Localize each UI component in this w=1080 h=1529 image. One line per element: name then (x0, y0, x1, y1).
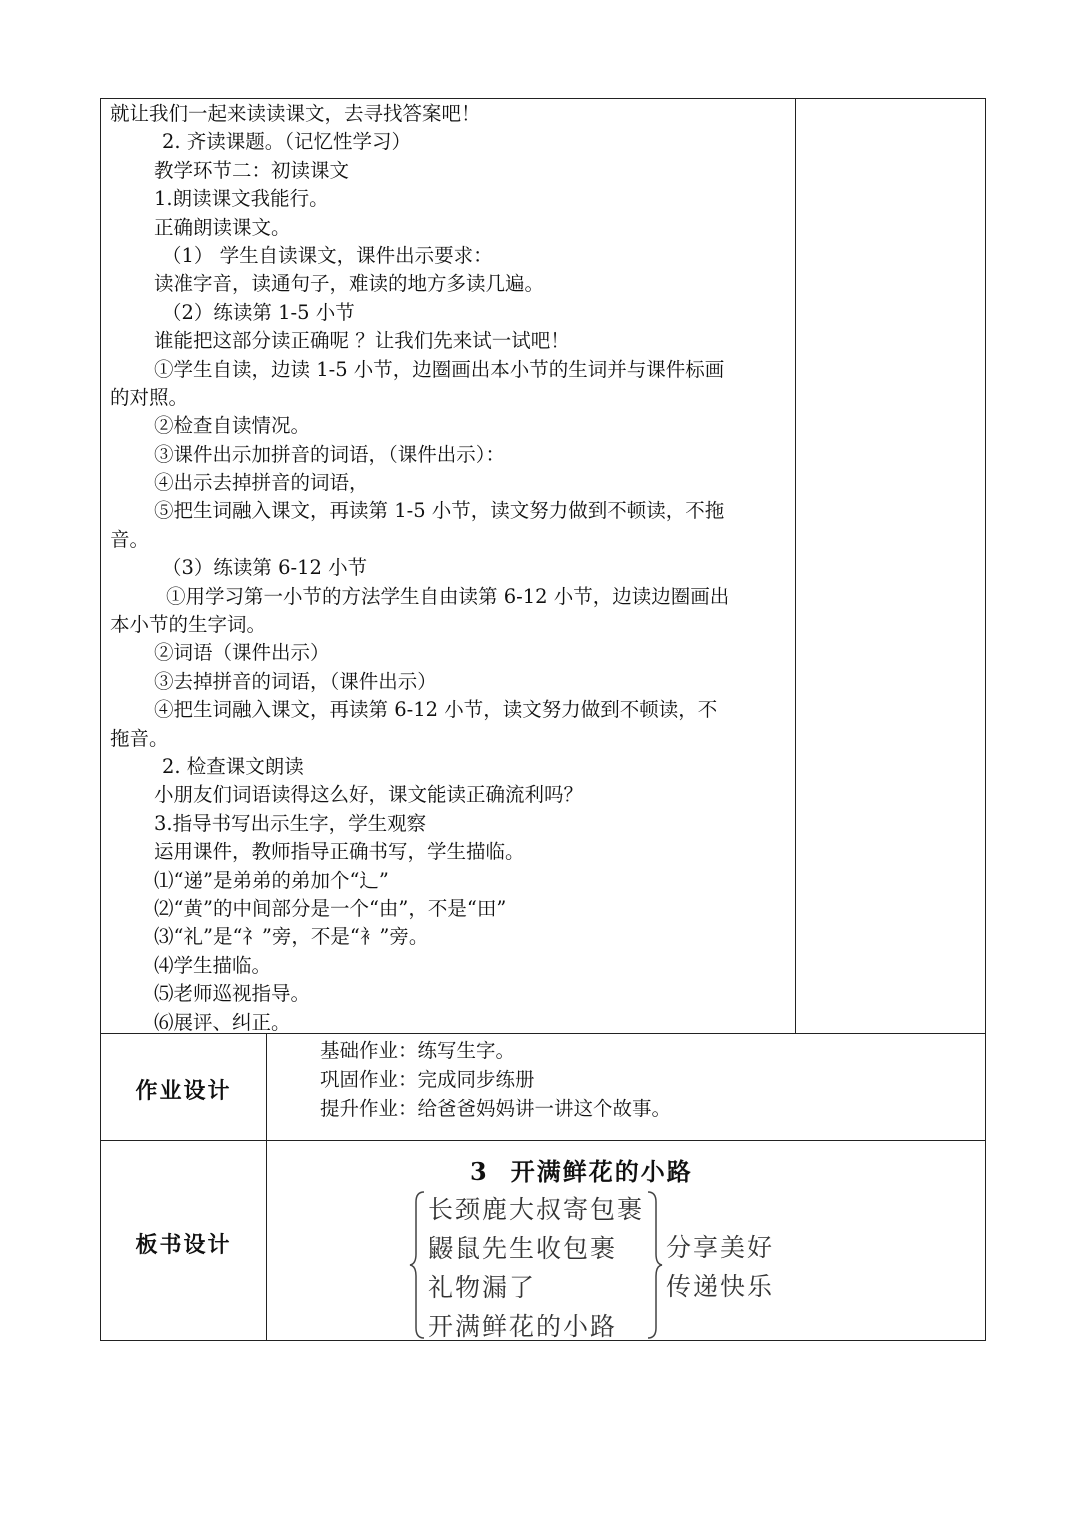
process-line: 谁能把这部分读正确呢 ？让我们先来试一试吧！ (154, 329, 570, 353)
process-line: 小朋友们词语读得这么好，课文能读正确流利吗？ (154, 783, 584, 807)
homework-item: 巩固作业：完成同步练册 (320, 1068, 535, 1091)
process-line: ③去掉拼音的词语，（课件出示） (154, 669, 437, 693)
homework-label: 作业设计 (135, 1078, 232, 1104)
process-line: 3.指导书写出示生字，学生观察 (154, 811, 427, 835)
process-line: ④出示去掉拼音的词语， (154, 471, 369, 495)
left-brace-icon (408, 1190, 428, 1340)
board-left-item: 开满鲜花的小路 (428, 1312, 618, 1341)
process-line: 拖音。 (110, 726, 169, 750)
board-left-item: 长颈鹿大叔寄包裹 (428, 1195, 645, 1224)
process-line: ⑹展评、纠正。 (154, 1010, 291, 1034)
homework-item: 基础作业：练写生字。 (320, 1039, 516, 1062)
board-right-item: 分享美好 (666, 1233, 775, 1262)
teaching-process (110, 100, 790, 1037)
process-line: 的对照。 (110, 385, 189, 409)
homework-list (320, 1036, 671, 1123)
process-line: ①学生自读，边读 1-5 小节，边圈画出本小节的生词并与课件标画 (154, 357, 725, 381)
column-divider-label (266, 1033, 267, 1341)
process-line: ⑷学生描临。 (154, 953, 272, 977)
row-divider-board (100, 1140, 986, 1141)
right-brace-icon (644, 1190, 664, 1340)
process-line: 读准字音，读通句子，难读的地方多读几遍。 (154, 272, 545, 296)
process-line: 运用课件，教师指导正确书写，学生描临。 (154, 840, 525, 864)
process-line: ③课件出示加拼音的词语，（课件出示）： (154, 442, 506, 466)
board-left-item: 礼物漏了 (428, 1273, 537, 1302)
homework-item: 提升作业：给爸爸妈妈讲一讲这个故事。 (320, 1097, 672, 1120)
process-line: ④把生词融入课文，再读第 6-12 小节，读文努力做到不顿读，不 (154, 698, 718, 722)
process-line: ②词语（课件出示） (154, 641, 330, 665)
process-line: 就让我们一起来读读课文，去寻找答案吧！ (110, 102, 481, 125)
process-line: 正确朗读课文。 (154, 215, 291, 239)
process-line: （2）练读第 1-5 小节 (162, 300, 355, 324)
board-right-list (666, 1228, 774, 1306)
board-right-item: 传递快乐 (666, 1272, 775, 1301)
process-line: ⑴“递”是弟弟的弟加个“辶” (154, 868, 389, 892)
column-divider-notes (795, 98, 796, 1033)
process-line: ①用学习第一小节的方法学生自由读第 6-12 小节，边读边圈画出 (166, 584, 730, 608)
process-line: 本小节的生字词。 (110, 613, 267, 637)
board-left-list (428, 1190, 644, 1346)
board-label: 板书设计 (135, 1232, 232, 1258)
process-line: 教学环节二：初读课文 (154, 158, 350, 182)
process-line: （3）练读第 6-12 小节 (162, 556, 368, 580)
board-title (470, 1152, 693, 1187)
process-line: 2. 齐读课题。（记忆性学习） (162, 130, 412, 154)
board-lesson-number: 3 (470, 1157, 489, 1186)
board-left-item: 鼹鼠先生收包裹 (428, 1234, 618, 1263)
process-line: （1） 学生自读课文，课件出示要求： (162, 243, 493, 267)
process-line: ⑵“黄”的中间部分是一个“由”，不是“田” (154, 896, 507, 920)
process-line: 2. 检查课文朗读 (162, 754, 304, 778)
board-lesson-title: 开满鲜花的小路 (510, 1157, 693, 1186)
process-line: ⑸老师巡视指导。 (154, 982, 311, 1006)
process-line: ⑶“礼”是“礻”旁，不是“衤”旁。 (154, 925, 429, 949)
process-line: 音。 (110, 527, 150, 551)
process-line: ②检查自读情况。 (154, 414, 311, 438)
process-line: 1.朗读课文我能行。 (154, 187, 329, 211)
process-line: ⑤把生词融入课文，再读第 1-5 小节，读文努力做到不顿读，不拖 (154, 499, 725, 523)
